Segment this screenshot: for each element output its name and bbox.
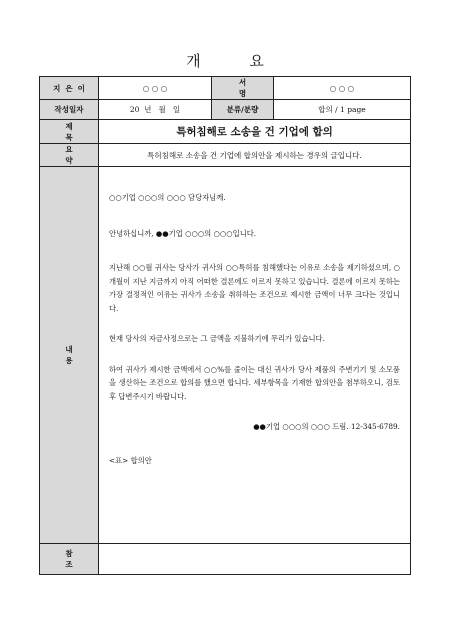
subject-value: 특허침해로 소송을 건 기업에 합의 (99, 120, 411, 144)
date-label: 작성일자 (40, 100, 99, 120)
signature-value: ○ ○ ○ (274, 77, 411, 100)
summary-row (40, 144, 411, 167)
content-row (40, 167, 411, 544)
attachment-line: <표> 합의안 (109, 455, 152, 465)
greeting-line: ○○기업 ○○○의 ○○○ 담당자님께. (109, 193, 226, 202)
note-row (40, 544, 411, 575)
hello-line: 안녕하십니까, ●●기업 ○○○의 ○○○입니다. (109, 228, 257, 238)
paragraph-2: 현재 당사의 자금사정으로는 그 금액을 지불하기에 무리가 있습니다. (109, 334, 325, 343)
content-body (99, 167, 411, 544)
author-row (40, 77, 411, 100)
summary-form (39, 76, 411, 575)
subject-row (40, 120, 411, 144)
summary-value: 특허침해로 소송을 건 기업에 합의안을 제시하는 경우의 글입니다. (99, 144, 411, 167)
signoff-line: ●●기업 ○○○의 ○○○ 드림. 12-345-6789. (253, 422, 400, 431)
paragraph-1: 지난해 ○○월 귀사는 당사가 귀사의 ○○특허를 침해했다는 이유로 소송을 제기하셨으며, ○개월이 지난 지금까지 아직 어떠한 결론에도 이르지 못하고 있습니다. 결론에 이르지 못하는 가장 결정적인 이유는 귀사가 소송을 취하하는 조건으로 제시한 금액이 너무 크다는 것입니다. (109, 263, 400, 313)
author-label: 지은이 (40, 77, 99, 100)
paragraph-3: 하여 귀사가 제시한 금액에서 ○○%를 줄이는 대신 귀사가 당사 제품의 주변기기 및 소모품을 생산하는 조건으로 합의를 했으면 합니다. 세부항목을 기재한 합의안을 첨부하오니, 검토 후 답변주시기 바랍니다. (109, 364, 400, 401)
note-value (99, 544, 411, 575)
author-value: ○ ○ ○ (99, 77, 212, 100)
document-title: 개 요 (186, 52, 286, 70)
date-value: 20 년 월 일 (99, 100, 212, 120)
content-label: 내 용 (40, 167, 99, 544)
date-row (40, 100, 411, 120)
summary-label: 요 약 (40, 144, 99, 167)
signature-label: 서 명 (212, 77, 274, 100)
subject-label: 제 목 (40, 120, 99, 144)
note-label: 참 조 (40, 544, 99, 575)
category-value: 합의 / 1 page (274, 100, 411, 120)
category-label: 분류/분량 (212, 100, 274, 120)
